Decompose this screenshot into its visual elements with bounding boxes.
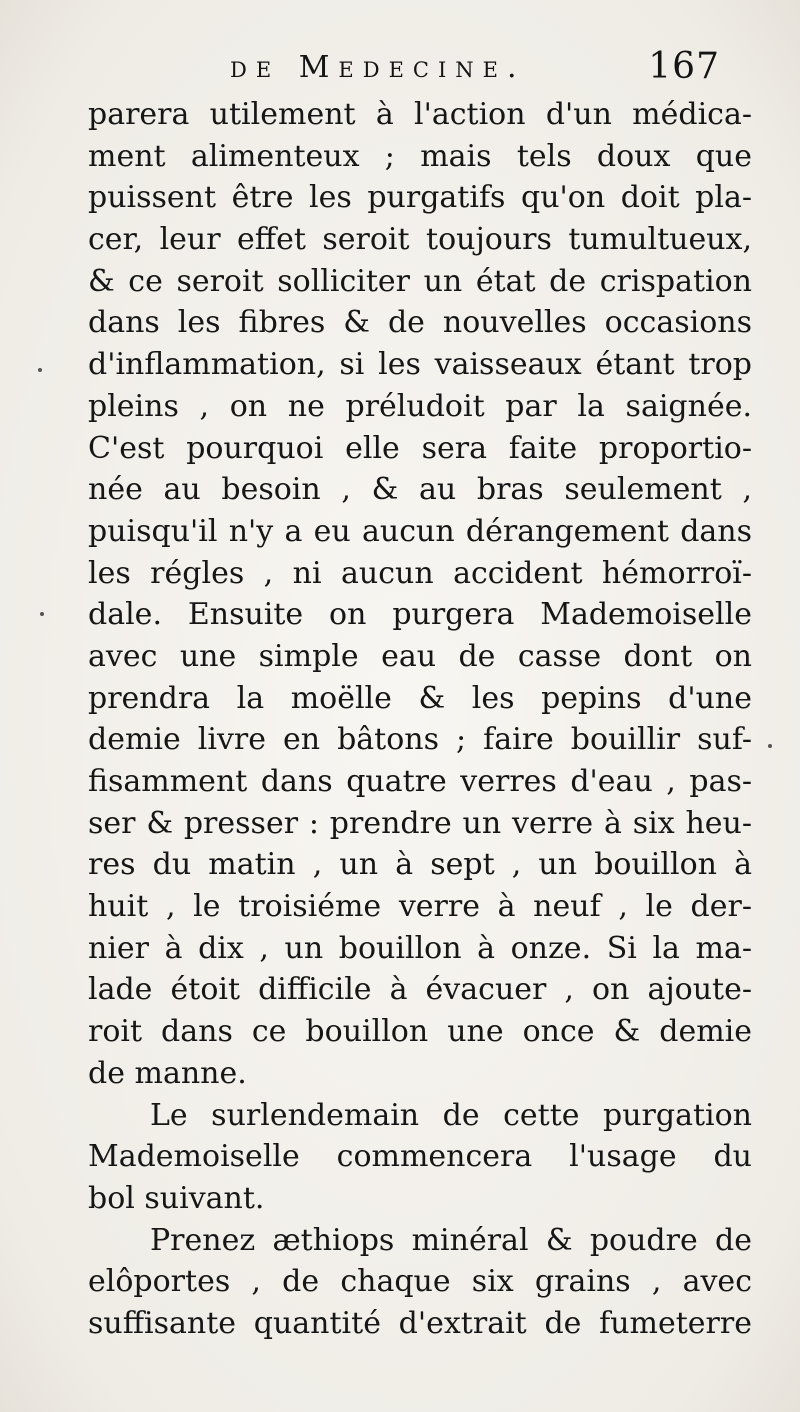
text-line: puisqu'il n'y a eu aucun dérangement dans <box>88 513 752 549</box>
text-line: bol suivant. <box>88 1180 265 1216</box>
text-line: ment alimenteux ; mais tels doux que <box>88 138 752 174</box>
text-line: parera utilement à l'action d'un médica- <box>88 97 752 132</box>
text-line: res du matin , un à sept , un bouillon à <box>88 847 752 883</box>
text-line: C'est pourquoi elle sera faite proportio- <box>88 430 752 466</box>
text-line: dans les fibres & de nouvelles occasions <box>88 305 752 341</box>
body-text <box>88 94 752 1345</box>
page-header <box>230 46 730 94</box>
ink-speck <box>40 612 44 616</box>
text-line: & ce seroit solliciter un état de crispation <box>88 263 752 299</box>
text-line: née au besoin , & au bras seulement , <box>88 472 752 508</box>
text-line: avec une simple eau de casse dont on <box>88 638 752 674</box>
text-line: elôportes , de chaque six grains , avec <box>88 1264 752 1300</box>
text-line: pleins , on ne préludoit par la saignée. <box>88 388 752 424</box>
ink-speck <box>768 744 772 748</box>
running-title: de Medecine. <box>230 50 526 85</box>
text-line: Prenez æthiops minéral & poudre de <box>150 1222 752 1258</box>
text-line: dale. Ensuite on purgera Mademoiselle <box>88 597 752 633</box>
text-line: ser & presser : prendre un verre à six heu- <box>88 805 752 841</box>
page-number: 167 <box>648 46 720 87</box>
text-line: prendra la moëlle & les pepins d'une <box>88 680 752 716</box>
text-line: demie livre en bâtons ; faire bouillir suf- <box>88 722 752 758</box>
text-line: cer, leur effet seroit toujours tumultueux, <box>88 222 752 258</box>
text-line: nier à dix , un bouillon à onze. Si la ma- <box>88 930 752 966</box>
text-line: fisamment dans quatre verres d'eau , pas- <box>88 764 752 799</box>
text-line: lade étoit difficile à évacuer , on ajoute- <box>88 972 752 1008</box>
text-line: de manne. <box>88 1055 247 1091</box>
text-line: Mademoiselle commencera l'usage du <box>88 1139 752 1175</box>
text-line: d'inflammation, si les vaisseaux étant trop <box>88 347 752 383</box>
text-line: roit dans ce bouillon une once & demie <box>88 1014 752 1050</box>
text-line: huit , le troisiéme verre à neuf , le der- <box>88 889 752 925</box>
text-line: les régles , ni aucun accident hémorroï- <box>88 555 752 591</box>
ink-speck <box>38 368 42 372</box>
text-line: suffisante quantité d'extrait de fumeterre <box>88 1305 752 1341</box>
text-line: puissent être les purgatifs qu'on doit pla- <box>88 180 752 216</box>
text-line: Le surlendemain de cette purgation <box>150 1097 752 1133</box>
